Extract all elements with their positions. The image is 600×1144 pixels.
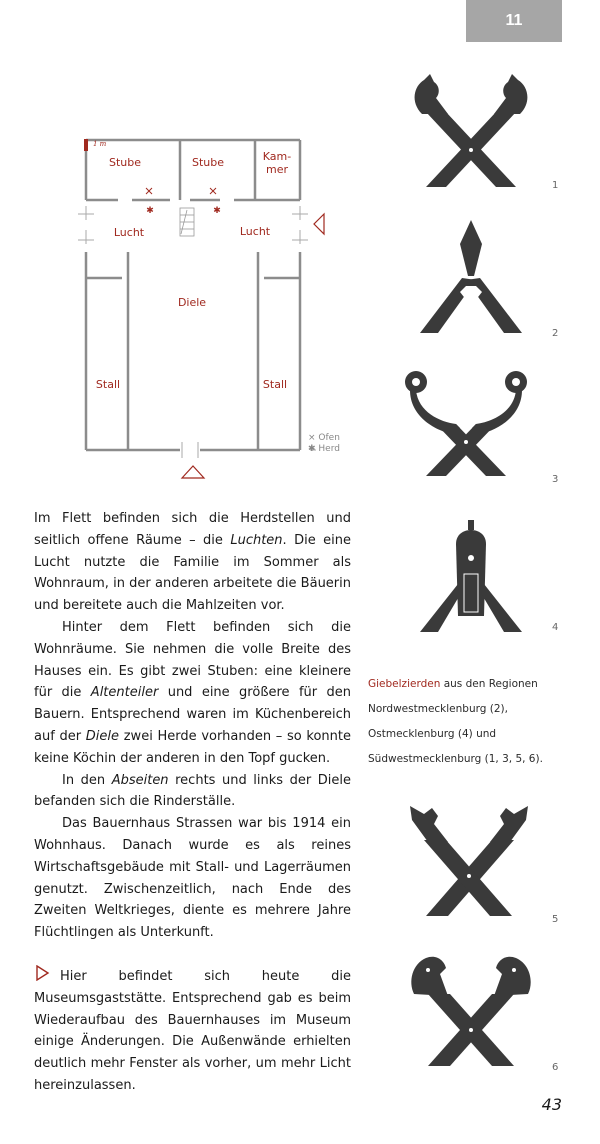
room-stube-right: Stube	[191, 156, 225, 169]
room-stall-left: Stall	[95, 378, 121, 391]
figure-number: 6	[552, 1062, 559, 1073]
triangle-right-outline-icon	[34, 965, 52, 981]
gable-ornament-5-icon	[402, 804, 536, 918]
figure-number: 1	[552, 180, 559, 191]
figure-number: 2	[552, 328, 559, 339]
caption-line-3: Ostmecklenburg (4) und	[368, 728, 497, 740]
caption-line-2: Nordwestmecklenburg (2),	[368, 703, 508, 715]
chapter-tab	[466, 0, 562, 42]
figure-number: 3	[552, 474, 559, 485]
body-text	[34, 508, 351, 1097]
room-kammer-1: Kam-	[262, 150, 292, 163]
room-lucht-left: Lucht	[113, 226, 145, 239]
room-kammer-2: mer	[265, 163, 289, 176]
chapter-number: 11	[505, 12, 523, 29]
room-stall-right: Stall	[262, 378, 288, 391]
gable-ornament-2-icon	[416, 218, 526, 338]
triangle-left-outline-icon	[314, 214, 324, 234]
figure-caption	[368, 672, 568, 772]
triangle-up-outline-icon	[182, 466, 204, 478]
gable-ornament-6-icon	[406, 954, 536, 1070]
legend-herd: ✱ Herd	[308, 444, 340, 454]
caption-line-4: Südwestmecklenburg (1, 3, 5, 6).	[368, 753, 543, 765]
floor-plan	[60, 120, 360, 500]
figure-number: 4	[552, 622, 559, 633]
legend-ofen: × Ofen	[308, 433, 340, 443]
room-stube-left: Stube	[108, 156, 142, 169]
room-lucht-right: Lucht	[239, 225, 271, 238]
svg-text:✱: ✱	[213, 206, 221, 216]
room-diele: Diele	[177, 296, 207, 309]
page-number: 43	[541, 1095, 562, 1114]
gable-ornament-1-icon	[406, 72, 536, 192]
paragraph-1: Im Flett befinden sich die Herdstellen und seitlich offene Räume – die Luchten. Die eine Lucht nutzte die Familie im Sommer als Wohnraum, in der anderen arbeitete die Bäuerin und bereitete auch die Mahlzeiten vor.	[34, 511, 351, 614]
caption-line-1: aus den Regionen	[440, 678, 538, 690]
figure-number: 5	[552, 914, 559, 925]
paragraph-5: Hier befindet sich heute die Museumsgaststätte. Entsprechend gab es beim Wiederaufbau des Bauernhauses im Museum einige Änderungen. Die Außenwände erhielten deutlich mehr Fenster als vorher, um mehr Licht hereinzulassen.	[34, 965, 351, 1097]
gable-ornament-4-icon	[416, 518, 526, 636]
plan-scale: 1 m	[93, 140, 107, 148]
paragraph-2: Hinter dem Flett befinden sich die Wohnräume. Sie nehmen die volle Breite des Hauses ein. Es gibt zwei Stuben: eine kleinere für die Altenteiler und eine größere für den Bauern. Entsprechend waren im Küchenbereich auf der Diele zwei Herde vorhanden – so konnte keine Köchin der anderen in den Topf gucken.	[34, 619, 351, 766]
paragraph-3: In den Abseiten rechts und links der Diele befanden sich die Rinderställe.	[34, 772, 352, 810]
caption-highlight: Giebelzierden	[368, 678, 441, 690]
paragraph-4: Das Bauernhaus Strassen war bis 1914 ein Wohnhaus. Danach wurde es als reines Wirtschaftsgebäude mit Stall- und Lagerräumen genutzt. Zwischenzeitlich, nach Ende des Zweiten Weltkrieges, diente es mehrere Jahre Flüchtlingen als Unterkunft.	[34, 816, 351, 941]
gable-ornament-3-icon	[400, 362, 532, 480]
svg-text:✱: ✱	[146, 206, 154, 216]
